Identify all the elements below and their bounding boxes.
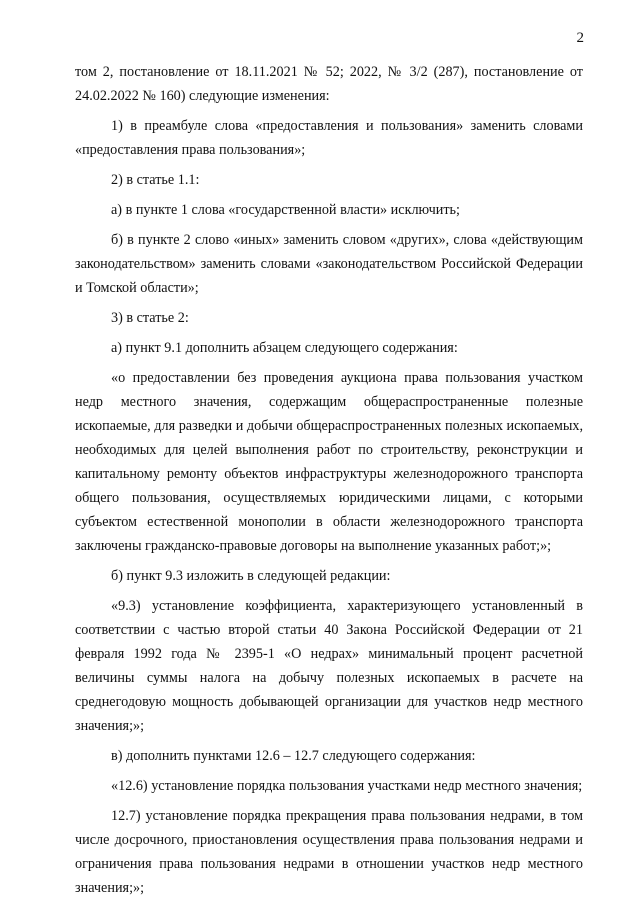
paragraph-quote-12-6: «12.6) установление порядка пользования участками недр местного значения; bbox=[111, 778, 583, 794]
paragraph-quote-9-3: «9.3) установление коэффициента, характеризующего установленный в соответствии с частью второй статьи 40 Закона Российской Федерации от 21 февраля 1992 года № 2395-1 «О недрах» минимальный процент расчетной величины суммы налога на добычу полезных ископаемых в расчете на среднегодовую мощность добывающей организации для участков недр местного значения;»; bbox=[75, 598, 583, 734]
paragraph-item-1: 1) в преамбуле слова «предоставления и пользования» заменить словами «предоставления права пользования»; bbox=[75, 118, 583, 158]
paragraph-item-2: 2) в статье 1.1: bbox=[111, 172, 200, 188]
paragraph-quote-9-1: «о предоставлении без проведения аукциона права пользования участком недр местного значения, содержащим общераспространенные полезные ископаемые, для разведки и добычи общераспространенных полезных ископаемых, необходимых для целей выполнения работ по строительству, реконструкции и капитальному ремонту объектов инфраструктуры железнодорожного транспорта общего пользования, осуществляемых юридическими лицами, с которыми субъектом естественной монополии в области железнодорожного транспорта заключены гражданско-правовые договоры на выполнение указанных работ;»; bbox=[75, 370, 583, 554]
document-body bbox=[75, 60, 583, 900]
paragraph-item-3b: б) пункт 9.3 изложить в следующей редакции: bbox=[111, 568, 391, 584]
paragraph-item-2a: а) в пункте 1 слова «государственной власти» исключить; bbox=[111, 202, 460, 218]
paragraph-item-3c: в) дополнить пунктами 12.6 – 12.7 следующего содержания: bbox=[111, 748, 476, 764]
paragraph-item-3a: а) пункт 9.1 дополнить абзацем следующего содержания: bbox=[111, 340, 458, 356]
paragraph-item-2b: б) в пункте 2 слово «иных» заменить словом «других», слова «действующим законодательством» заменить словами «законодательством Российской Федерации и Томской области»; bbox=[75, 232, 583, 296]
paragraph-quote-12-7: 12.7) установление порядка прекращения права пользования недрами, в том числе досрочного, приостановления осуществления права пользования недрами и ограничения права пользования недрами в отношении участков недр местного значения;»; bbox=[75, 808, 583, 896]
paragraph-item-3: 3) в статье 2: bbox=[111, 310, 189, 326]
paragraph-preamble-continuation: том 2, постановление от 18.11.2021 № 52; 2022, № 3/2 (287), постановление от 24.02.2022 № 160) следующие изменения: bbox=[75, 64, 583, 104]
page-number: 2 bbox=[576, 30, 584, 46]
